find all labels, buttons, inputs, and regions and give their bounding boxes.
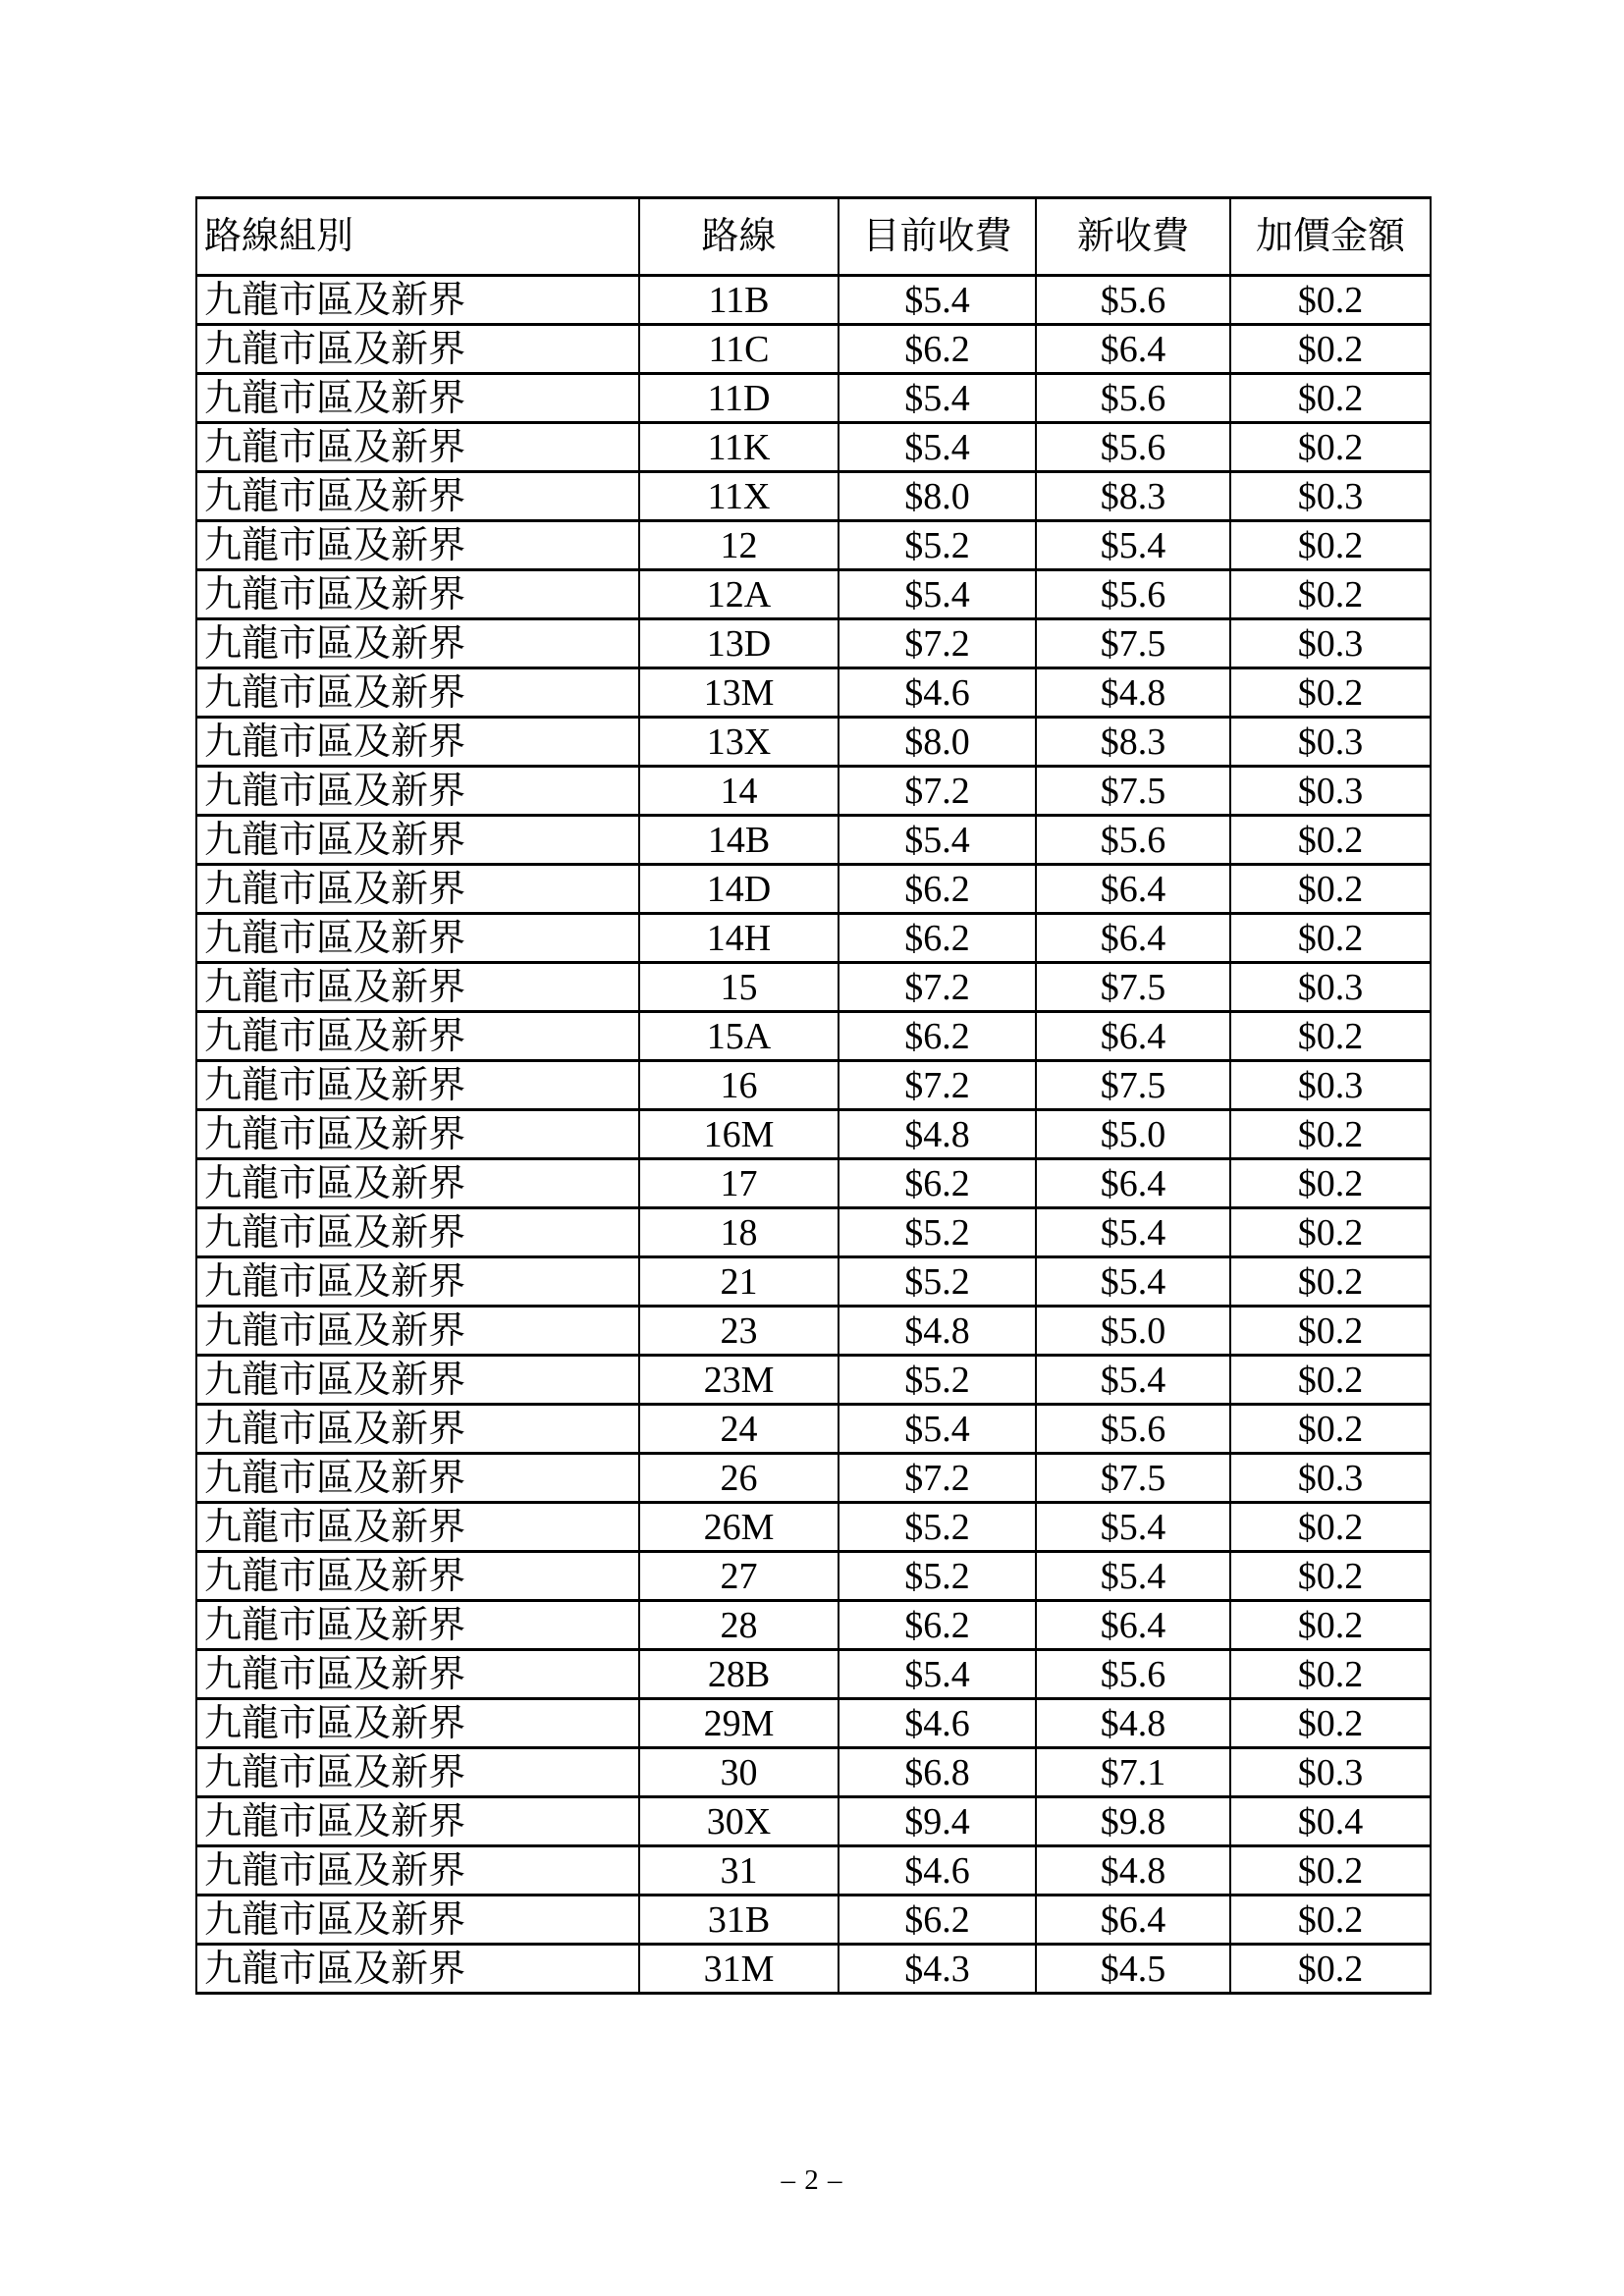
current-fare-cell: $7.2 bbox=[839, 1061, 1036, 1110]
table-row bbox=[196, 1846, 1431, 1896]
route-group-cell: 九龍市區及新界 bbox=[196, 914, 639, 963]
route-cell: 13X bbox=[639, 718, 839, 767]
route-group-cell: 九龍市區及新界 bbox=[196, 1012, 639, 1061]
current-fare-cell: $9.4 bbox=[839, 1797, 1036, 1846]
increase-amount-cell: $0.2 bbox=[1230, 1307, 1431, 1356]
new-fare-cell: $5.6 bbox=[1036, 276, 1230, 325]
increase-amount-cell: $0.2 bbox=[1230, 1846, 1431, 1896]
route-group-cell: 九龍市區及新界 bbox=[196, 963, 639, 1012]
route-cell: 23M bbox=[639, 1356, 839, 1405]
route-cell: 31B bbox=[639, 1896, 839, 1945]
route-group-cell: 九龍市區及新界 bbox=[196, 865, 639, 914]
new-fare-cell: $8.3 bbox=[1036, 718, 1230, 767]
table-row bbox=[196, 816, 1431, 865]
table-row bbox=[196, 1748, 1431, 1797]
route-group-cell: 九龍市區及新界 bbox=[196, 1699, 639, 1748]
table-row bbox=[196, 1307, 1431, 1356]
new-fare-cell: $5.6 bbox=[1036, 1405, 1230, 1454]
new-fare-cell: $5.4 bbox=[1036, 1552, 1230, 1601]
table-row bbox=[196, 1159, 1431, 1208]
fare-table bbox=[195, 196, 1432, 1995]
table-row bbox=[196, 1552, 1431, 1601]
new-fare-cell: $4.5 bbox=[1036, 1945, 1230, 1994]
increase-amount-cell: $0.2 bbox=[1230, 570, 1431, 619]
route-cell: 24 bbox=[639, 1405, 839, 1454]
route-cell: 28B bbox=[639, 1650, 839, 1699]
increase-amount-cell: $0.2 bbox=[1230, 1159, 1431, 1208]
new-fare-cell: $7.5 bbox=[1036, 1061, 1230, 1110]
increase-amount-cell: $0.2 bbox=[1230, 1896, 1431, 1945]
route-group-cell: 九龍市區及新界 bbox=[196, 718, 639, 767]
table-row bbox=[196, 570, 1431, 619]
table-header-row bbox=[196, 198, 1431, 276]
route-group-cell: 九龍市區及新界 bbox=[196, 325, 639, 374]
route-group-cell: 九龍市區及新界 bbox=[196, 374, 639, 423]
new-fare-cell: $5.6 bbox=[1036, 816, 1230, 865]
route-group-cell: 九龍市區及新界 bbox=[196, 1307, 639, 1356]
current-fare-cell: $4.3 bbox=[839, 1945, 1036, 1994]
new-fare-cell: $5.4 bbox=[1036, 1208, 1230, 1257]
new-fare-cell: $7.5 bbox=[1036, 963, 1230, 1012]
route-cell: 13D bbox=[639, 619, 839, 668]
route-group-cell: 九龍市區及新界 bbox=[196, 1896, 639, 1945]
current-fare-cell: $5.2 bbox=[839, 1208, 1036, 1257]
route-group-cell: 九龍市區及新界 bbox=[196, 472, 639, 521]
route-cell: 16M bbox=[639, 1110, 839, 1159]
table-row bbox=[196, 865, 1431, 914]
route-group-cell: 九龍市區及新界 bbox=[196, 1945, 639, 1994]
table-row bbox=[196, 1110, 1431, 1159]
table-row bbox=[196, 914, 1431, 963]
table-row bbox=[196, 374, 1431, 423]
current-fare-cell: $6.8 bbox=[839, 1748, 1036, 1797]
route-group-cell: 九龍市區及新界 bbox=[196, 1748, 639, 1797]
increase-amount-cell: $0.2 bbox=[1230, 668, 1431, 718]
table-row bbox=[196, 1797, 1431, 1846]
route-cell: 31M bbox=[639, 1945, 839, 1994]
route-cell: 26 bbox=[639, 1454, 839, 1503]
route-cell: 11B bbox=[639, 276, 839, 325]
route-group-cell: 九龍市區及新界 bbox=[196, 816, 639, 865]
current-fare-cell: $6.2 bbox=[839, 865, 1036, 914]
route-group-cell: 九龍市區及新界 bbox=[196, 1552, 639, 1601]
header-route-group: 路線組別 bbox=[196, 198, 639, 276]
current-fare-cell: $5.4 bbox=[839, 570, 1036, 619]
current-fare-cell: $5.4 bbox=[839, 276, 1036, 325]
route-group-cell: 九龍市區及新界 bbox=[196, 619, 639, 668]
current-fare-cell: $7.2 bbox=[839, 767, 1036, 816]
new-fare-cell: $6.4 bbox=[1036, 914, 1230, 963]
new-fare-cell: $5.4 bbox=[1036, 1257, 1230, 1307]
increase-amount-cell: $0.2 bbox=[1230, 423, 1431, 472]
new-fare-cell: $6.4 bbox=[1036, 1601, 1230, 1650]
table-row bbox=[196, 521, 1431, 570]
increase-amount-cell: $0.4 bbox=[1230, 1797, 1431, 1846]
header-new-fare: 新收費 bbox=[1036, 198, 1230, 276]
current-fare-cell: $5.2 bbox=[839, 1356, 1036, 1405]
new-fare-cell: $7.5 bbox=[1036, 619, 1230, 668]
table-row bbox=[196, 1356, 1431, 1405]
route-cell: 14 bbox=[639, 767, 839, 816]
table-row bbox=[196, 1896, 1431, 1945]
route-group-cell: 九龍市區及新界 bbox=[196, 423, 639, 472]
table-row bbox=[196, 1012, 1431, 1061]
route-cell: 17 bbox=[639, 1159, 839, 1208]
route-cell: 13M bbox=[639, 668, 839, 718]
current-fare-cell: $5.4 bbox=[839, 1405, 1036, 1454]
increase-amount-cell: $0.2 bbox=[1230, 1552, 1431, 1601]
increase-amount-cell: $0.2 bbox=[1230, 1945, 1431, 1994]
new-fare-cell: $6.4 bbox=[1036, 1896, 1230, 1945]
route-group-cell: 九龍市區及新界 bbox=[196, 1257, 639, 1307]
route-group-cell: 九龍市區及新界 bbox=[196, 1405, 639, 1454]
increase-amount-cell: $0.2 bbox=[1230, 1650, 1431, 1699]
route-group-cell: 九龍市區及新界 bbox=[196, 1601, 639, 1650]
route-group-cell: 九龍市區及新界 bbox=[196, 1356, 639, 1405]
increase-amount-cell: $0.2 bbox=[1230, 1257, 1431, 1307]
current-fare-cell: $6.2 bbox=[839, 325, 1036, 374]
new-fare-cell: $5.4 bbox=[1036, 1356, 1230, 1405]
route-cell: 11C bbox=[639, 325, 839, 374]
current-fare-cell: $8.0 bbox=[839, 718, 1036, 767]
increase-amount-cell: $0.3 bbox=[1230, 472, 1431, 521]
increase-amount-cell: $0.2 bbox=[1230, 325, 1431, 374]
table-row bbox=[196, 1601, 1431, 1650]
increase-amount-cell: $0.3 bbox=[1230, 1061, 1431, 1110]
current-fare-cell: $4.8 bbox=[839, 1307, 1036, 1356]
route-cell: 30 bbox=[639, 1748, 839, 1797]
new-fare-cell: $5.4 bbox=[1036, 1503, 1230, 1552]
new-fare-cell: $7.1 bbox=[1036, 1748, 1230, 1797]
route-cell: 27 bbox=[639, 1552, 839, 1601]
route-cell: 16 bbox=[639, 1061, 839, 1110]
increase-amount-cell: $0.2 bbox=[1230, 521, 1431, 570]
current-fare-cell: $8.0 bbox=[839, 472, 1036, 521]
route-cell: 29M bbox=[639, 1699, 839, 1748]
table-row bbox=[196, 1405, 1431, 1454]
increase-amount-cell: $0.2 bbox=[1230, 1208, 1431, 1257]
current-fare-cell: $5.2 bbox=[839, 1257, 1036, 1307]
table-row bbox=[196, 1699, 1431, 1748]
increase-amount-cell: $0.2 bbox=[1230, 1699, 1431, 1748]
new-fare-cell: $7.5 bbox=[1036, 767, 1230, 816]
route-group-cell: 九龍市區及新界 bbox=[196, 1061, 639, 1110]
route-group-cell: 九龍市區及新界 bbox=[196, 1208, 639, 1257]
increase-amount-cell: $0.2 bbox=[1230, 1601, 1431, 1650]
new-fare-cell: $5.6 bbox=[1036, 374, 1230, 423]
table-row bbox=[196, 1945, 1431, 1994]
route-group-cell: 九龍市區及新界 bbox=[196, 1110, 639, 1159]
current-fare-cell: $5.4 bbox=[839, 1650, 1036, 1699]
route-cell: 14H bbox=[639, 914, 839, 963]
header-current-fare: 目前收費 bbox=[839, 198, 1036, 276]
table-row bbox=[196, 1503, 1431, 1552]
increase-amount-cell: $0.2 bbox=[1230, 1503, 1431, 1552]
route-group-cell: 九龍市區及新界 bbox=[196, 1797, 639, 1846]
table-row bbox=[196, 276, 1431, 325]
new-fare-cell: $6.4 bbox=[1036, 325, 1230, 374]
increase-amount-cell: $0.3 bbox=[1230, 718, 1431, 767]
table-row bbox=[196, 668, 1431, 718]
table-row bbox=[196, 767, 1431, 816]
table-row bbox=[196, 1208, 1431, 1257]
current-fare-cell: $7.2 bbox=[839, 1454, 1036, 1503]
route-group-cell: 九龍市區及新界 bbox=[196, 767, 639, 816]
route-group-cell: 九龍市區及新界 bbox=[196, 1159, 639, 1208]
current-fare-cell: $4.6 bbox=[839, 668, 1036, 718]
table-row bbox=[196, 619, 1431, 668]
new-fare-cell: $4.8 bbox=[1036, 1699, 1230, 1748]
new-fare-cell: $4.8 bbox=[1036, 1846, 1230, 1896]
route-group-cell: 九龍市區及新界 bbox=[196, 668, 639, 718]
current-fare-cell: $4.6 bbox=[839, 1699, 1036, 1748]
table-row bbox=[196, 1454, 1431, 1503]
route-cell: 15A bbox=[639, 1012, 839, 1061]
current-fare-cell: $7.2 bbox=[839, 963, 1036, 1012]
route-group-cell: 九龍市區及新界 bbox=[196, 1454, 639, 1503]
route-group-cell: 九龍市區及新界 bbox=[196, 1846, 639, 1896]
table-row bbox=[196, 325, 1431, 374]
increase-amount-cell: $0.2 bbox=[1230, 816, 1431, 865]
route-cell: 26M bbox=[639, 1503, 839, 1552]
current-fare-cell: $5.4 bbox=[839, 374, 1036, 423]
table-row bbox=[196, 718, 1431, 767]
current-fare-cell: $5.2 bbox=[839, 1503, 1036, 1552]
current-fare-cell: $4.6 bbox=[839, 1846, 1036, 1896]
new-fare-cell: $5.6 bbox=[1036, 570, 1230, 619]
route-cell: 21 bbox=[639, 1257, 839, 1307]
increase-amount-cell: $0.3 bbox=[1230, 1454, 1431, 1503]
route-cell: 23 bbox=[639, 1307, 839, 1356]
current-fare-cell: $6.2 bbox=[839, 914, 1036, 963]
current-fare-cell: $5.2 bbox=[839, 1552, 1036, 1601]
table-row bbox=[196, 1257, 1431, 1307]
new-fare-cell: $9.8 bbox=[1036, 1797, 1230, 1846]
new-fare-cell: $6.4 bbox=[1036, 1012, 1230, 1061]
page-number: – 2 – bbox=[781, 2164, 843, 2196]
new-fare-cell: $7.5 bbox=[1036, 1454, 1230, 1503]
route-group-cell: 九龍市區及新界 bbox=[196, 1503, 639, 1552]
current-fare-cell: $6.2 bbox=[839, 1601, 1036, 1650]
table-row bbox=[196, 1650, 1431, 1699]
route-cell: 11X bbox=[639, 472, 839, 521]
route-cell: 15 bbox=[639, 963, 839, 1012]
route-cell: 31 bbox=[639, 1846, 839, 1896]
route-cell: 14D bbox=[639, 865, 839, 914]
increase-amount-cell: $0.2 bbox=[1230, 276, 1431, 325]
route-group-cell: 九龍市區及新界 bbox=[196, 570, 639, 619]
current-fare-cell: $6.2 bbox=[839, 1896, 1036, 1945]
header-route: 路線 bbox=[639, 198, 839, 276]
header-increase-amount: 加價金額 bbox=[1230, 198, 1431, 276]
table-row bbox=[196, 423, 1431, 472]
increase-amount-cell: $0.2 bbox=[1230, 865, 1431, 914]
current-fare-cell: $5.4 bbox=[839, 423, 1036, 472]
route-cell: 18 bbox=[639, 1208, 839, 1257]
current-fare-cell: $5.4 bbox=[839, 816, 1036, 865]
new-fare-cell: $5.0 bbox=[1036, 1110, 1230, 1159]
current-fare-cell: $6.2 bbox=[839, 1159, 1036, 1208]
route-cell: 12A bbox=[639, 570, 839, 619]
increase-amount-cell: $0.3 bbox=[1230, 767, 1431, 816]
increase-amount-cell: $0.3 bbox=[1230, 963, 1431, 1012]
new-fare-cell: $8.3 bbox=[1036, 472, 1230, 521]
route-cell: 28 bbox=[639, 1601, 839, 1650]
new-fare-cell: $5.0 bbox=[1036, 1307, 1230, 1356]
table-header bbox=[196, 198, 1431, 276]
table-body bbox=[196, 276, 1431, 1994]
increase-amount-cell: $0.2 bbox=[1230, 374, 1431, 423]
route-cell: 14B bbox=[639, 816, 839, 865]
route-cell: 11D bbox=[639, 374, 839, 423]
table-row bbox=[196, 963, 1431, 1012]
route-cell: 30X bbox=[639, 1797, 839, 1846]
increase-amount-cell: $0.2 bbox=[1230, 1110, 1431, 1159]
route-group-cell: 九龍市區及新界 bbox=[196, 276, 639, 325]
route-group-cell: 九龍市區及新界 bbox=[196, 521, 639, 570]
new-fare-cell: $5.6 bbox=[1036, 423, 1230, 472]
current-fare-cell: $7.2 bbox=[839, 619, 1036, 668]
route-cell: 12 bbox=[639, 521, 839, 570]
current-fare-cell: $5.2 bbox=[839, 521, 1036, 570]
increase-amount-cell: $0.2 bbox=[1230, 1405, 1431, 1454]
new-fare-cell: $5.6 bbox=[1036, 1650, 1230, 1699]
increase-amount-cell: $0.2 bbox=[1230, 914, 1431, 963]
new-fare-cell: $6.4 bbox=[1036, 1159, 1230, 1208]
increase-amount-cell: $0.3 bbox=[1230, 619, 1431, 668]
increase-amount-cell: $0.2 bbox=[1230, 1356, 1431, 1405]
route-cell: 11K bbox=[639, 423, 839, 472]
increase-amount-cell: $0.3 bbox=[1230, 1748, 1431, 1797]
current-fare-cell: $6.2 bbox=[839, 1012, 1036, 1061]
increase-amount-cell: $0.2 bbox=[1230, 1012, 1431, 1061]
route-group-cell: 九龍市區及新界 bbox=[196, 1650, 639, 1699]
new-fare-cell: $4.8 bbox=[1036, 668, 1230, 718]
new-fare-cell: $5.4 bbox=[1036, 521, 1230, 570]
table-row bbox=[196, 1061, 1431, 1110]
table-row bbox=[196, 472, 1431, 521]
new-fare-cell: $6.4 bbox=[1036, 865, 1230, 914]
current-fare-cell: $4.8 bbox=[839, 1110, 1036, 1159]
